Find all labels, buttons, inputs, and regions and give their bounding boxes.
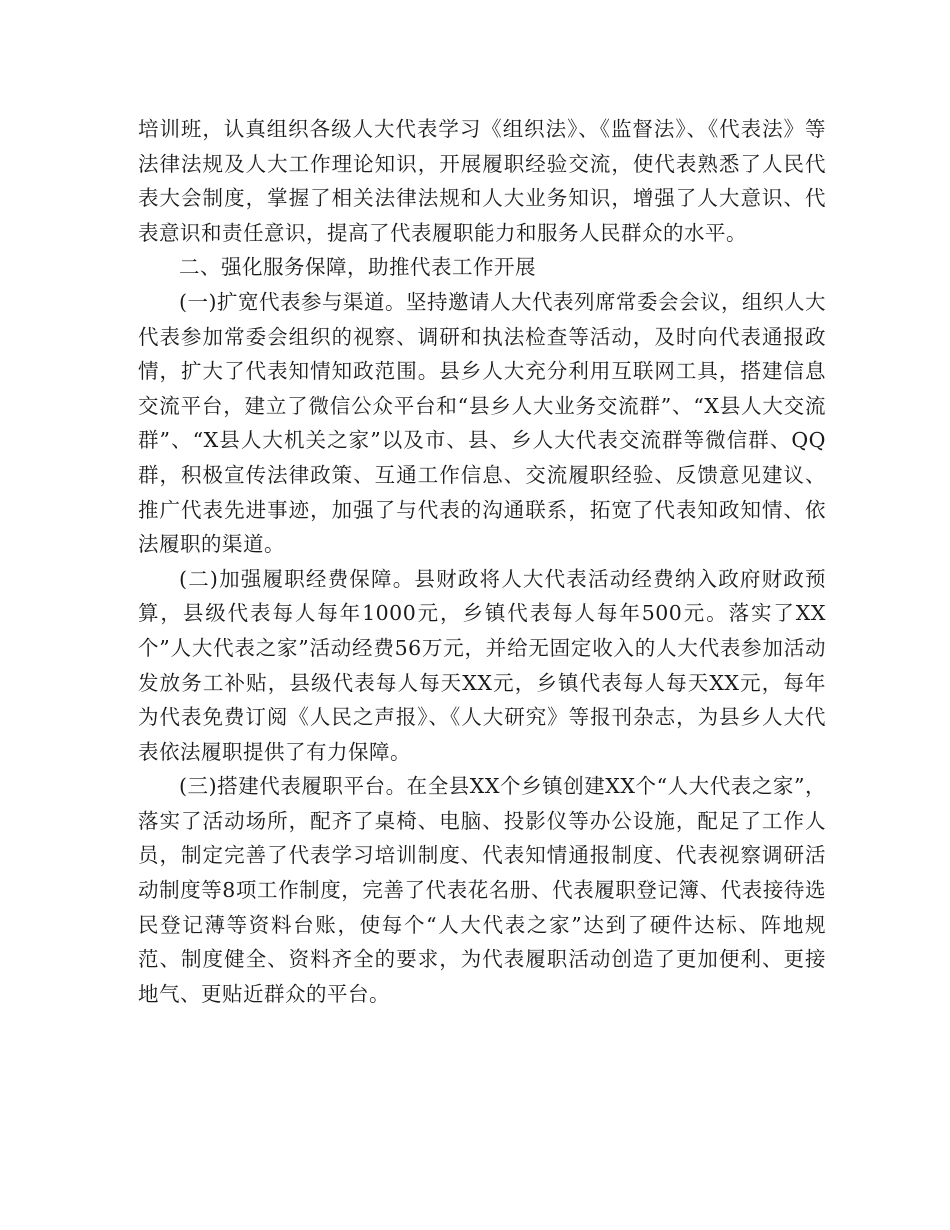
paragraph-continuation: 培训班，认真组织各级人大代表学习《组织法》、《监督法》、《代表法》等法律法规及人大工作理论知识，开展履职经验交流，使代表熟悉了人民代表大会制度，掌握了相关法律法规和人大业务知识，增强了人大意识、代表意识和责任意识，提高了代表履职能力和服务人民群众的水平。	[138, 117, 826, 245]
paragraph-channels: (一)扩宽代表参与渠道。坚持邀请人大代表列席常委会会议，组织人大代表参加常委会组织的视察、调研和执法检查等活动，及时向代表通报政情，扩大了代表知情知政范围。县乡人大充分利用互联网工具，搭建信息交流平台，建立了微信公众平台和“县乡人大业务交流群”、“X县人大交流群”、“X县人大机关之家”以及市、县、乡人大代表交流群等微信群、QQ群，积极宣传法律政策、互通工作信息、交流履职经验、反馈意见建议、推广代表先进事迹，加强了与代表的沟通联系，拓宽了代表知政知情、依法履职的渠道。	[138, 289, 826, 557]
paragraph-funding: (二)加强履职经费保障。县财政将人大代表活动经费纳入政府财政预算，县级代表每人每年1000元，乡镇代表每人每年500元。落实了XX个”人大代表之家”活动经费56万元，并给无固定收入的人大代表参加活动发放务工补贴，县级代表每人每天XX元，乡镇代表每人每天XX元，每年为代表免费订阅《人民之声报》、《人大研究》等报刊杂志，为县乡人大代表依法履职提供了有力保障。	[138, 566, 826, 764]
paragraph-platform: (三)搭建代表履职平台。在全县XX个乡镇创建XX个“人大代表之家”，落实了活动场所，配齐了桌椅、电脑、投影仪等办公设施，配足了工作人员，制定完善了代表学习培训制度、代表知情通报制度、代表视察调研活动制度等8项工作制度，完善了代表花名册、代表履职登记簿、代表接待选民登记薄等资料台账，使每个“人大代表之家”达到了硬件达标、阵地规范、制度健全、资料齐全的要求，为代表履职活动创造了更加便利、更接地气、更贴近群众的平台。	[138, 774, 826, 1006]
section-heading: 二、强化服务保障，助推代表工作开展	[179, 255, 536, 280]
document-body	[138, 112, 826, 1011]
